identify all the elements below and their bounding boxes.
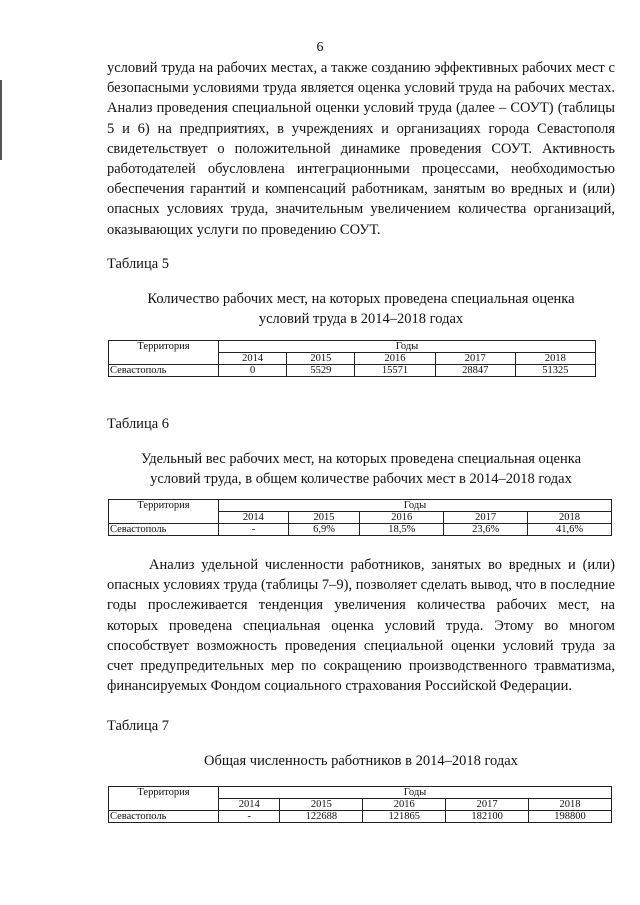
table5-row-label: Севастополь <box>109 365 219 377</box>
table6-cell: 23,6% <box>444 524 528 536</box>
table6-row-label: Севастополь <box>109 524 219 536</box>
table5-cell: 28847 <box>435 365 515 377</box>
table6-caption: Таблица 6 <box>107 416 170 432</box>
table7-territory-header: Территория <box>109 787 219 811</box>
table5-title <box>107 289 615 329</box>
table7-cell: 198800 <box>529 811 612 823</box>
table6-title <box>107 449 615 489</box>
table7-title-line1: Общая численность работников в 2014–2018 годах <box>204 753 518 769</box>
table-row <box>109 365 596 377</box>
table5-year: 2014 <box>219 353 287 365</box>
table7-year: 2015 <box>280 799 363 811</box>
table5-title-line1: Количество рабочих мест, на которых проведена специальная оценка <box>147 291 575 307</box>
table6-title-line2: условий труда, в общем количестве рабочих мест в 2014–2018 годах <box>150 471 572 488</box>
table5-years-header: Годы <box>219 341 596 353</box>
table7-year: 2017 <box>446 799 529 811</box>
table6-cell: - <box>219 524 289 536</box>
table5-territory-header: Территория <box>109 341 219 365</box>
table5-title-line2: условий труда в 2014–2018 годах <box>258 311 464 328</box>
table5-cell: 15571 <box>355 365 435 377</box>
table6-cell: 41,6% <box>528 524 612 536</box>
table6 <box>108 499 612 536</box>
page-number: 6 <box>316 40 324 55</box>
table6-years-header: Годы <box>219 500 612 512</box>
table-row <box>109 811 612 823</box>
table7-year: 2016 <box>363 799 446 811</box>
table6-year: 2015 <box>288 512 360 524</box>
table-row <box>109 524 612 536</box>
table7-year: 2014 <box>219 799 280 811</box>
page-edge-mark <box>0 80 2 160</box>
table6-title-line1: Удельный вес рабочих мест, на которых проведена специальная оценка <box>140 451 582 467</box>
table5-year: 2017 <box>435 353 515 365</box>
analysis-paragraph: Анализ удельной численности работников, занятых во вредных и (или) опасных условиях труда (таблицы 7–9), позволяет сделать вывод, что в последние годы прослеживается тенденция увеличения количества рабочих мест, на которых проведена специальная оценка условий труда. Этому во многом способствует возможность проведения специальной оценки условий труда за счет предупредительных мер по сокращению производственного травматизма, финансируемых Фондом социального страхования Российской Федерации. <box>107 557 615 695</box>
table7-caption: Таблица 7 <box>107 718 170 734</box>
intro-paragraph: условий труда на рабочих местах, а также созданию эффективных рабочих мест с безопасными условиями труда является оценка условий труда на рабочих местах. Анализ проведения специальной оценки условий труда (далее – СОУТ) (таблицы 5 и 6) на предприятиях, в учреждениях и организациях города Севастополя свидетельствует о положительной динамике проведения СОУТ. Активность работодателей обусловлена интеграционными процессами, необходимостью обеспечения гарантий и компенсаций работникам, занятым во вредных и (или) опасных условиях труда, значительным увеличением количества организаций, оказывающих услуги по проведению СОУТ. <box>107 60 615 238</box>
table7-years-header: Годы <box>219 787 612 799</box>
table7-cell: - <box>219 811 280 823</box>
table5-cell: 0 <box>219 365 287 377</box>
table5-year: 2016 <box>355 353 435 365</box>
table7-row-label: Севастополь <box>109 811 219 823</box>
table6-year: 2018 <box>528 512 612 524</box>
table6-territory-header: Территория <box>109 500 219 524</box>
table5-year: 2015 <box>287 353 355 365</box>
table5-cell: 51325 <box>515 365 595 377</box>
table6-year: 2014 <box>219 512 289 524</box>
table5-caption: Таблица 5 <box>107 256 170 272</box>
table7 <box>108 786 612 823</box>
table6-cell: 18,5% <box>360 524 444 536</box>
table6-year: 2016 <box>360 512 444 524</box>
table5 <box>108 340 596 377</box>
table7-cell: 182100 <box>446 811 529 823</box>
table5-year: 2018 <box>515 353 595 365</box>
table7-title <box>107 751 615 771</box>
table5-cell: 5529 <box>287 365 355 377</box>
table6-year: 2017 <box>444 512 528 524</box>
table7-cell: 122688 <box>280 811 363 823</box>
table6-cell: 6,9% <box>288 524 360 536</box>
table7-cell: 121865 <box>363 811 446 823</box>
table7-year: 2018 <box>529 799 612 811</box>
